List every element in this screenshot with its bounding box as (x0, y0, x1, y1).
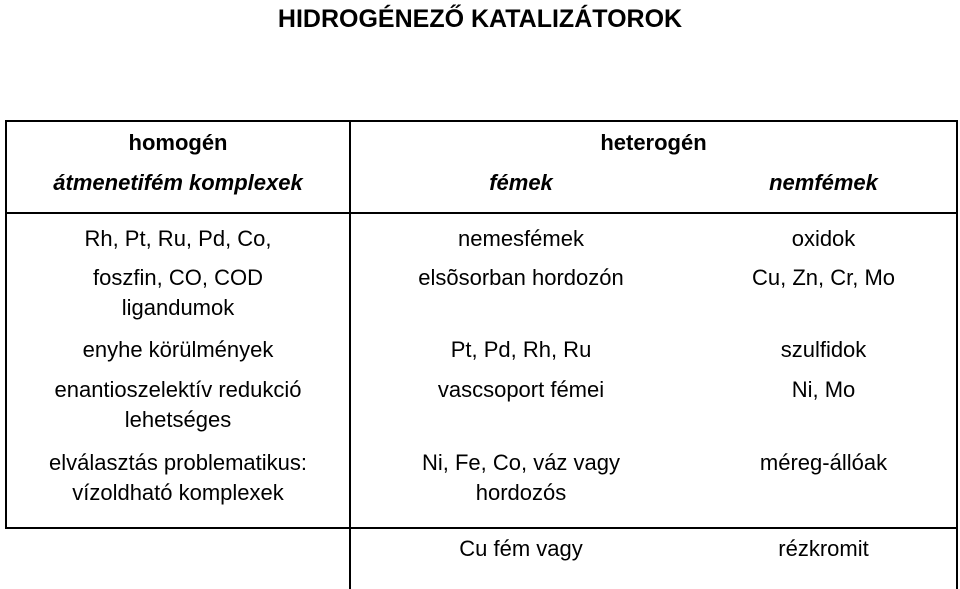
page-title: HIDROGÉNEZŐ KATALIZÁTOROK (277, 5, 683, 33)
cell-r1-c3: oxidok (791, 226, 856, 251)
row-divider-body (5, 527, 958, 529)
cell-r1-c1: Rh, Pt, Ru, Pd, Co, (84, 226, 272, 251)
cell-r3-c2: Pt, Pd, Rh, Ru (450, 337, 592, 362)
cell-r5-c1: elválasztás problematikus: vízoldható komplexek (48, 450, 307, 505)
cell-last-c3: rézkromit (778, 536, 869, 561)
cell-r4-c1: enantioszelektív redukció lehetséges (54, 377, 302, 432)
header-homogen: homogén (128, 130, 228, 155)
header-heterogen: heterogén (600, 130, 707, 155)
cell-r2-c3: Cu, Zn, Cr, Mo (751, 265, 896, 290)
cell-r2-c1: foszfin, CO, COD ligandumok (93, 265, 263, 320)
cell-r5-c2: Ni, Fe, Co, váz vagy hordozós (421, 450, 621, 505)
header-femek: fémek (489, 170, 553, 195)
table-border-top (5, 120, 958, 122)
header-nemfemek: nemfémek (769, 170, 878, 195)
cell-r3-c1: enyhe körülmények (82, 337, 274, 362)
cell-r5-c3: méreg-állóak (759, 450, 888, 475)
cell-last-c2: Cu fém vagy (459, 536, 583, 561)
cell-r1-c2: nemesfémek (458, 226, 584, 251)
table-border-right (956, 120, 958, 589)
cell-r4-c2: vascsoport fémei (437, 377, 605, 402)
cell-r4-c3: Ni, Mo (791, 377, 856, 402)
header-atmenetifem: átmenetifém komplexek (53, 170, 303, 195)
cell-r3-c3: szulfidok (780, 337, 867, 362)
row-divider-header (5, 212, 958, 214)
cell-r2-c2: elsõsorban hordozón (418, 265, 624, 290)
